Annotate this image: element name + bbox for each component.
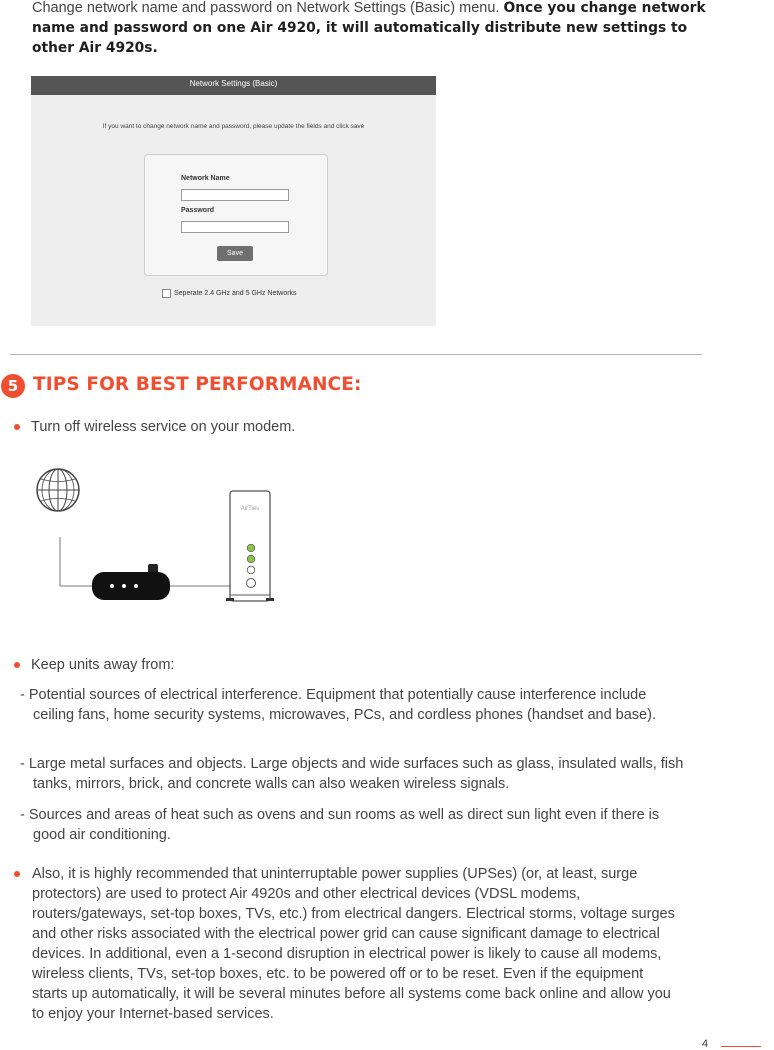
power-button bbox=[247, 579, 256, 588]
bullet-icon bbox=[14, 662, 20, 668]
led-3 bbox=[247, 566, 255, 574]
separate-networks-label: Seperate 2.4 GHz and 5 GHz Networks bbox=[174, 290, 297, 297]
password-label: Password bbox=[181, 207, 215, 214]
network-name-label: Network Name bbox=[181, 175, 230, 182]
separate-networks-checkbox[interactable] bbox=[162, 289, 171, 298]
tip-turn-off-wireless: Turn off wireless service on your modem. bbox=[31, 419, 296, 435]
interference-item-heat: - Sources and areas of heat such as ovens and sun rooms as well as direct sun light even if there is good air conditioning. bbox=[20, 807, 660, 843]
network-settings-screenshot bbox=[31, 76, 436, 326]
network-name-field[interactable] bbox=[181, 189, 289, 201]
led-2 bbox=[247, 555, 255, 563]
section-title: TIPS FOR BEST PERFORMANCE: bbox=[33, 374, 362, 395]
led-1 bbox=[247, 544, 255, 552]
save-button[interactable]: Save bbox=[217, 246, 253, 261]
tip-ups-recommendation: Also, it is highly recommended that uninterruptable power supplies (UPSes) (or, at least, surge protectors) are used to protect Air 4920s and other electrical devices (VDSL modems, routers/gateways, set-top boxes, TVs, etc.) from electrical dangers. Electrical storms, voltage surges and other risks associated with the electrical power grid can cause significant damage to electrical devices. In additional, even a 1-second disruption in electrical power is likely to cause all modems, wireless clients, TVs, set-top boxes, etc. to be powered off or to be reset. Even if the equipment starts up automatically, it will be several minutes before all systems come back online and allow you to enjoy your Internet-based services. bbox=[32, 866, 675, 1022]
password-field[interactable] bbox=[181, 221, 289, 233]
section-number-badge: 5 bbox=[1, 374, 25, 398]
tip-keep-units-away: Keep units away from: bbox=[31, 657, 175, 673]
intro-text: Change network name and password on Network Settings (Basic) menu. bbox=[32, 0, 504, 16]
screenshot-title: Network Settings (Basic) bbox=[189, 79, 278, 88]
bullet-icon bbox=[14, 424, 20, 430]
device-brand-label: AirTies bbox=[240, 506, 260, 512]
screenshot-title-bar bbox=[31, 76, 436, 95]
interference-item-metal: - Large metal surfaces and objects. Large objects and wide surfaces such as glass, insulated walls, fish tanks, mirrors, brick, and concrete walls can also weaken wireless signals. bbox=[20, 756, 684, 792]
interference-item-electrical: - Potential sources of electrical interference. Equipment that potentially cause interference include ceiling fans, home security systems, microwaves, PCs, and cordless phones (handset and base). bbox=[20, 687, 656, 723]
network-settings-form bbox=[144, 154, 328, 276]
separate-networks-option[interactable] bbox=[162, 289, 297, 298]
intro-paragraph bbox=[32, 0, 732, 58]
air4920-device-icon bbox=[226, 491, 274, 601]
internet-globe-icon bbox=[37, 469, 79, 511]
bullet-icon bbox=[14, 871, 20, 877]
page-number: 4 bbox=[702, 1038, 709, 1050]
modem-icon bbox=[92, 564, 170, 600]
page-number-rule bbox=[721, 1046, 761, 1047]
section-divider bbox=[10, 354, 702, 355]
connection-diagram bbox=[30, 462, 290, 612]
screenshot-instructions: If you want to change network name and password, please update the fields and click save bbox=[102, 123, 365, 130]
intro-bold-text: Once you change network name and password on one Air 4920, it will automatically distribute new settings to other Air 4920s. bbox=[32, 0, 706, 56]
